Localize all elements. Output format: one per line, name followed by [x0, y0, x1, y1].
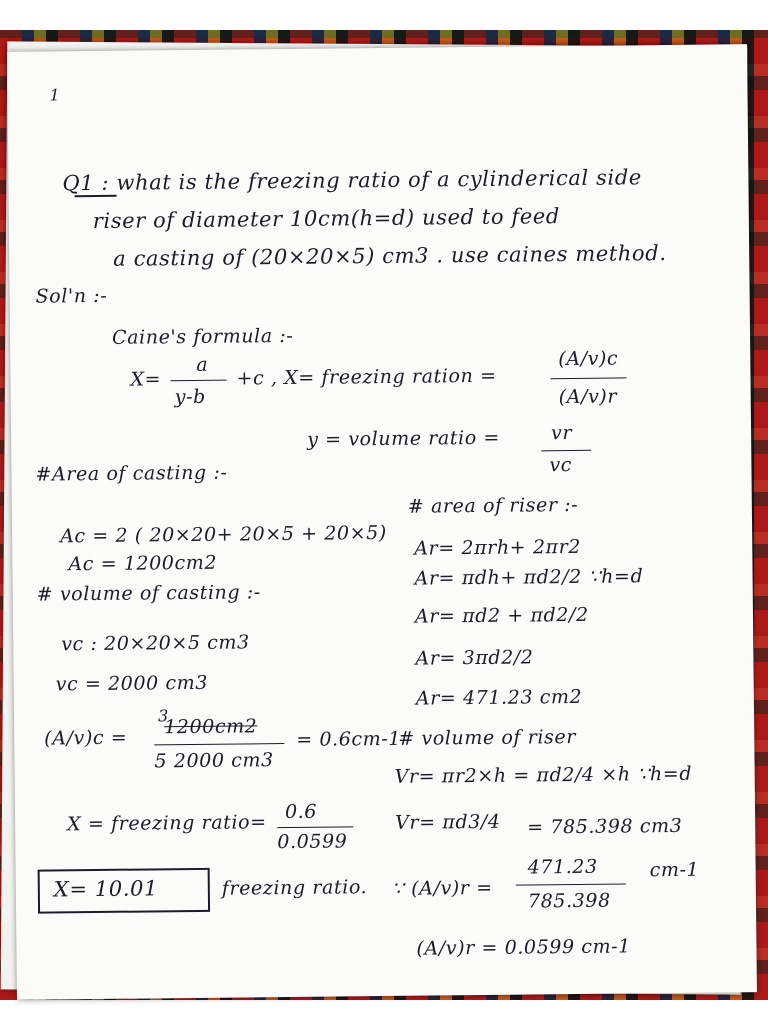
ratio-riser-result: (A/v)r = 0.0599 cm-1	[416, 935, 632, 960]
freezing-ratio-denominator: 0.0599	[277, 830, 348, 854]
formula-denominator: y-b	[174, 385, 206, 409]
caines-formula-heading: Caine's formula :-	[111, 324, 294, 349]
question-underline	[75, 195, 117, 197]
ratio-fraction-bar	[551, 377, 627, 379]
area-riser-step-3: Ar= 3πd2/2	[415, 646, 534, 670]
question-line-3: a casting of (20×20×5) cm3 . use caines method.	[113, 241, 667, 271]
area-riser-result: Ar= 471.23 cm2	[415, 685, 583, 710]
volume-riser-result: = 785.398 cm3	[527, 814, 683, 839]
ratio-riser-bar	[516, 883, 626, 885]
ratio-casting-correction: 3	[157, 706, 169, 726]
ratio-casting-label: (A/v)c =	[44, 726, 128, 750]
ratio-riser-unit: cm-1	[649, 858, 700, 882]
area-riser-step-2: Ar= πd2 + πd2/2	[414, 603, 589, 628]
question-line-1: Q1 : what is the freezing ratio of a cylinderical side	[62, 165, 642, 196]
paper-sheet	[7, 44, 757, 1000]
volume-ratio-denominator: vc	[549, 454, 573, 477]
area-riser-step-1: Ar= πdh+ πd2/2 ∵h=d	[414, 565, 644, 590]
ratio-riser-numerator: 471.23	[527, 855, 598, 879]
final-answer-value: X= 10.01	[53, 876, 159, 902]
volume-casting-heading: # volume of casting :-	[36, 581, 262, 606]
area-casting-heading: #Area of casting :-	[35, 461, 228, 486]
volume-riser-heading: # volume of riser	[398, 725, 577, 750]
ratio-riser-label: ∵ (A/v)r =	[391, 876, 493, 900]
page-mark: 1	[49, 85, 61, 105]
volume-riser-step: Vr= πd3/4	[395, 810, 501, 834]
ratio-numerator: (A/v)c	[558, 347, 619, 371]
freezing-ratio-bar	[277, 826, 353, 828]
question-line-2: riser of diameter 10cm(h=d) used to feed	[92, 204, 560, 234]
area-casting-equation: Ac = 2 ( 20×20+ 20×5 + 20×5)	[60, 521, 387, 548]
ratio-casting-bar	[154, 743, 284, 745]
formula-fraction-bar	[171, 380, 227, 382]
ratio-casting-denominator: 5 2000 cm3	[154, 749, 274, 773]
area-casting-result: Ac = 1200cm2	[68, 551, 218, 576]
ratio-casting-numerator: 1200cm2	[164, 715, 258, 739]
freezing-ratio-numerator: 0.6	[284, 800, 318, 824]
volume-casting-equation: vc : 20×20×5 cm3	[61, 631, 250, 656]
formula-x-label: X=	[130, 368, 162, 391]
volume-ratio-bar	[541, 450, 591, 452]
freezing-ratio-label: X = freezing ratio=	[67, 811, 267, 836]
ratio-riser-denominator: 785.398	[527, 889, 611, 913]
area-riser-heading: # area of riser :-	[407, 493, 579, 518]
final-answer-label: freezing ratio.	[221, 876, 368, 900]
ratio-casting-result: = 0.6cm-1	[296, 727, 402, 751]
formula-numerator: a	[196, 353, 209, 376]
formula-freezing-ratio: +c , X= freezing ration =	[236, 364, 497, 390]
ratio-denominator: (A/v)r	[558, 385, 618, 409]
area-riser-formula: Ar= 2πrh+ 2πr2	[414, 535, 582, 560]
volume-casting-result: vc = 2000 cm3	[55, 671, 209, 696]
volume-ratio-label: y = volume ratio =	[307, 426, 501, 451]
volume-ratio-numerator: vr	[550, 422, 573, 445]
volume-riser-formula: Vr= πr2×h = πd2/4 ×h ∵h=d	[394, 762, 693, 788]
solution-heading: Sol'n :-	[35, 284, 108, 308]
